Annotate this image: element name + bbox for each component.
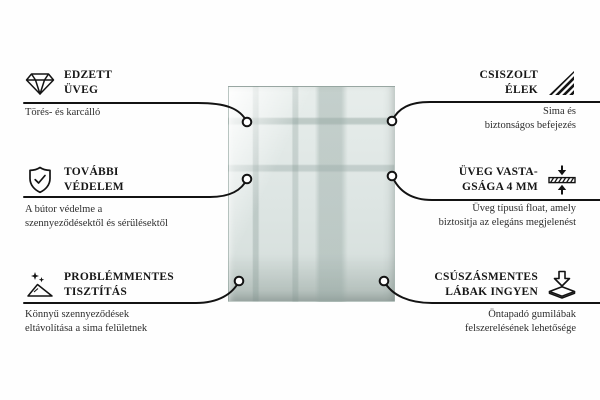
feature-title: TOVÁBBI VÉDELEM: [64, 166, 124, 193]
feature-subtitle: Sima és biztonságos befejezés: [484, 106, 576, 131]
feature-subtitle: A bútor védelme a szennyeződésektől és sérülésektől: [25, 204, 168, 229]
callout-dot: [388, 172, 397, 181]
callout-dot: [243, 175, 252, 184]
feature-title: PROBLÉMMENTES TISZTÍTÁS: [64, 271, 174, 298]
callout-line-right-1: [392, 102, 600, 121]
callout-dot: [388, 117, 397, 126]
callout-line-right-2: [392, 176, 600, 200]
callout-line-right-3: [384, 281, 600, 303]
feature-title: EDZETT ÜVEG: [64, 69, 113, 96]
feature-title: CSÚSZÁSMENTES LÁBAK INGYEN: [434, 271, 538, 298]
feature-subtitle: Törés- és karcálló: [25, 107, 101, 118]
callout-line-left-1: [24, 103, 247, 122]
callout-dot: [243, 118, 252, 127]
callout-dot: [380, 277, 389, 286]
callout-line-left-2: [24, 179, 247, 197]
feature-subtitle: Üveg típusú float, amely biztositja az elegáns megjelenést: [438, 203, 576, 228]
feature-subtitle: Öntapadó gumilábak felszerelésének lehetősége: [464, 309, 576, 334]
feature-title: CSISZOLT ÉLEK: [479, 69, 538, 96]
callout-dot: [235, 277, 244, 286]
callout-line-left-3: [24, 281, 239, 303]
feature-subtitle: Könnyű szennyeződések eltávolítása a sima felületnek: [25, 309, 148, 334]
feature-title: ÜVEG VASTA- GSÁGA 4 MM: [458, 166, 538, 193]
